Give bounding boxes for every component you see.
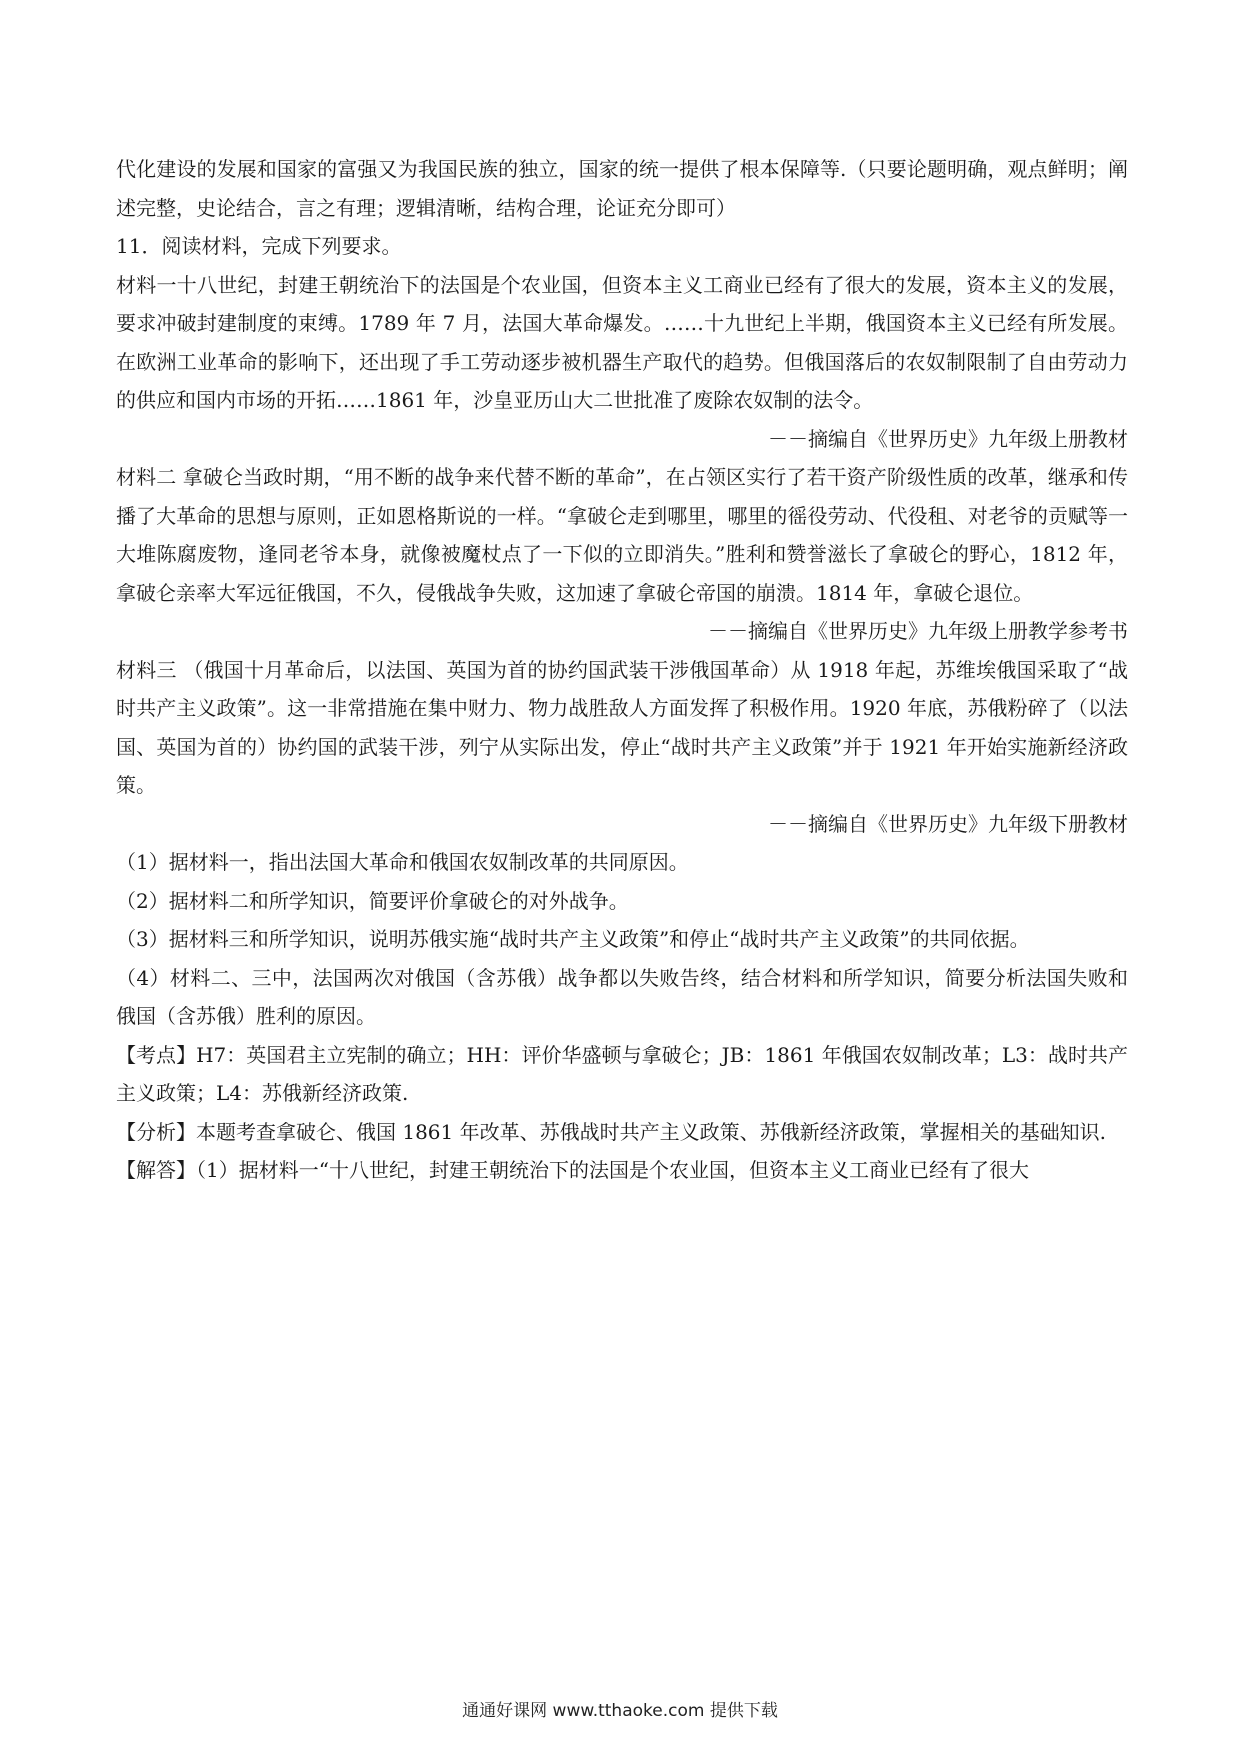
document-body (116, 150, 1128, 1190)
answer-continuation: 代化建设的发展和国家的富强又为我国民族的独立，国家的统一提供了根本保障等.（只要论题明确，观点鲜明；阐述完整，史论结合，言之有理；逻辑清晰，结构合理，论证充分即可） (116, 157, 1128, 220)
material-one-source: －－摘编自《世界历史》九年级上册教材 (768, 426, 1128, 451)
kaodian-section: 【考点】H7：英国君主立宪制的确立；HH：评价华盛顿与拿破仑；JB：1861 年俄国农奴制改革；L3：战时共产主义政策；L4：苏俄新经济政策. (116, 1042, 1128, 1105)
fenxi-section: 【分析】本题考查拿破仑、俄国 1861 年改革、苏俄战时共产主义政策、苏俄新经济政策，掌握相关的基础知识. (116, 1119, 1106, 1144)
jieda-section: 【解答】（1）据材料一“十八世纪，封建王朝统治下的法国是个农业国，但资本主义工商业已经有了很大 (116, 1158, 1029, 1182)
question-11-heading: 11．阅读材料，完成下列要求。 (116, 234, 402, 258)
material-one-text: 材料一十八世纪，封建王朝统治下的法国是个农业国，但资本主义工商业已经有了很大的发展，资本主义的发展，要求冲破封建制度的束缚。1789 年 7 月，法国大革命爆发。……十九世纪上半期，俄国资本主义已经有所发展。在欧洲工业革命的影响下，还出现了手工劳动逐步被机器生产取代的趋势。但俄国落后的农奴制限制了自由劳动力的供应和国内市场的开拓……1861 年，沙皇亚历山大二世批准了废除农奴制的法令。 (116, 272, 1128, 412)
page-footer: 通通好课网 www.tthaoke.com 提供下载 (462, 1701, 778, 1721)
material-three-source: －－摘编自《世界历史》九年级下册教材 (768, 811, 1128, 836)
sub-question-1: （1）据材料一，指出法国大革命和俄国农奴制改革的共同原因。 (116, 850, 689, 874)
sub-question-4: （4）材料二、三中，法国两次对俄国（含苏俄）战争都以失败告终，结合材料和所学知识，简要分析法国失败和俄国（含苏俄）胜利的原因。 (116, 965, 1128, 1028)
material-two-text: 材料二 拿破仑当政时期，“用不断的战争来代替不断的革命”，在占领区实行了若干资产阶级性质的改革，继承和传播了大革命的思想与原则，正如恩格斯说的一样。“拿破仑走到哪里，哪里的徭役劳动、代役租、对老爷的贡赋等一大堆陈腐废物，逢同老爷本身，就像被魔杖点了一下似的立即消失。”胜利和赞誉滋长了拿破仑的野心，1812 年，拿破仑亲率大军远征俄国，不久，侵俄战争失败，这加速了拿破仑帝国的崩溃。1814 年，拿破仑退位。 (116, 465, 1128, 605)
sub-question-2: （2）据材料二和所学知识，简要评价拿破仑的对外战争。 (116, 888, 629, 913)
material-three-text: 材料三 （俄国十月革命后，以法国、英国为首的协约国武装干涉俄国革命）从 1918 年起，苏维埃俄国采取了“战时共产主义政策”。这一非常措施在集中财力、物力战胜敌人方面发挥了积极作用。1920 年底，苏俄粉碎了（以法国、英国为首的）协约国的武装干涉，列宁从实际出发，停止“战时共产主义政策”并于 1921 年开始实施新经济政策。 (116, 657, 1128, 797)
sub-question-3: （3）据材料三和所学知识，说明苏俄实施“战时共产主义政策”和停止“战时共产主义政策”的共同依据。 (116, 927, 1030, 951)
material-two-source: －－摘编自《世界历史》九年级上册教学参考书 (708, 619, 1128, 643)
